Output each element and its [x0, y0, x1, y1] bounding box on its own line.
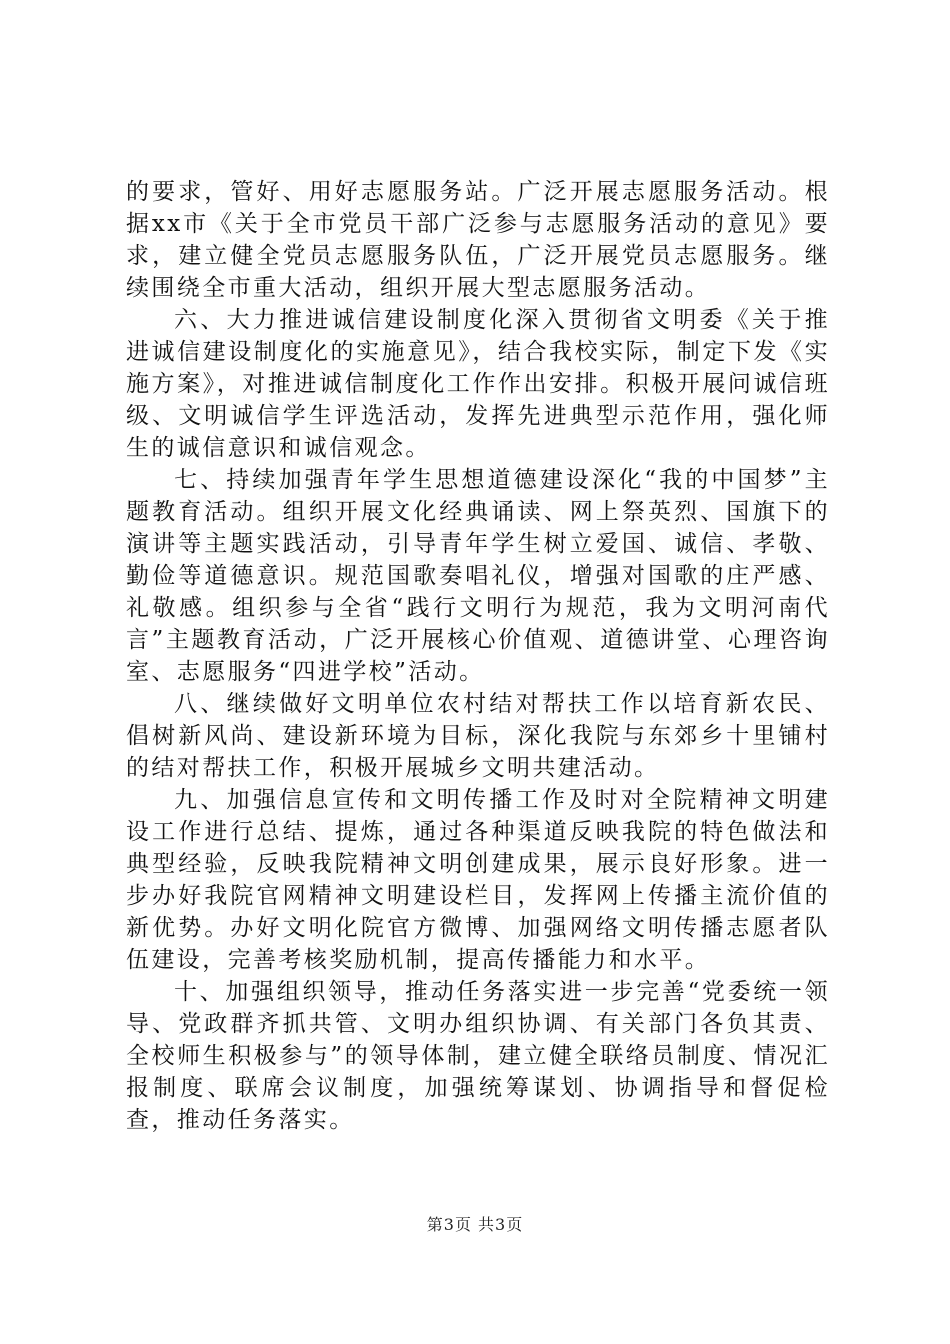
paragraph-continuation: 的要求，管好、用好志愿服务站。广泛开展志愿服务活动。根据xx市《关于全市党员干部广泛参与志愿服务活动的意见》要求，建立健全党员志愿服务队伍，广泛开展党员志愿服务。继续围绕全市重大活动，组织开展大型志愿服务活动。: [126, 179, 830, 301]
page-number-footer: 第3页 共3页: [426, 1215, 524, 1234]
paragraph-section-7: 七、持续加强青年学生思想道德建设深化“我的中国梦”主题教育活动。组织开展文化经典诵读、网上祭英烈、国旗下的演讲等主题实践活动，引导青年学生树立爱国、诚信、孝敬、勤俭等道德意识。规范国歌奏唱礼仪，增强对国歌的庄严感、礼敬感。组织参与全省“践行文明行为规范，我为文明河南代言”主题教育活动，广泛开展核心价值观、道德讲堂、心理咨询室、志愿服务“四进学校”活动。: [126, 467, 830, 685]
paragraph-section-8: 八、继续做好文明单位农村结对帮扶工作以培育新农民、倡树新风尚、建设新环境为目标，深化我院与东郊乡十里铺村的结对帮扶工作，积极开展城乡文明共建活动。: [126, 691, 830, 781]
paragraph-section-10: 十、加强组织领导，推动任务落实进一步完善“党委统一领导、党政群齐抓共管、文明办组织协调、有关部门各负其责、全校师生积极参与”的领导体制，建立健全联络员制度、情况汇报制度、联席会议制度，加强统筹谋划、协调指导和督促检查，推动任务落实。: [126, 979, 830, 1133]
paragraph-section-6: 六、大力推进诚信建设制度化深入贯彻省文明委《关于推进诚信建设制度化的实施意见》，结合我校实际，制定下发《实施方案》，对推进诚信制度化工作作出安排。积极开展问诚信班级、文明诚信学生评选活动，发挥先进典型示范作用，强化师生的诚信意识和诚信观念。: [126, 307, 830, 461]
paragraph-section-9: 九、加强信息宣传和文明传播工作及时对全院精神文明建设工作进行总结、提炼，通过各种渠道反映我院的特色做法和典型经验，反映我院精神文明创建成果，展示良好形象。进一步办好我院官网精神文明建设栏目，发挥网上传播主流价值的新优势。办好文明化院官方微博、加强网络文明传播志愿者队伍建设，完善考核奖励机制，提高传播能力和水平。: [126, 787, 830, 973]
document-body: [126, 176, 830, 1136]
